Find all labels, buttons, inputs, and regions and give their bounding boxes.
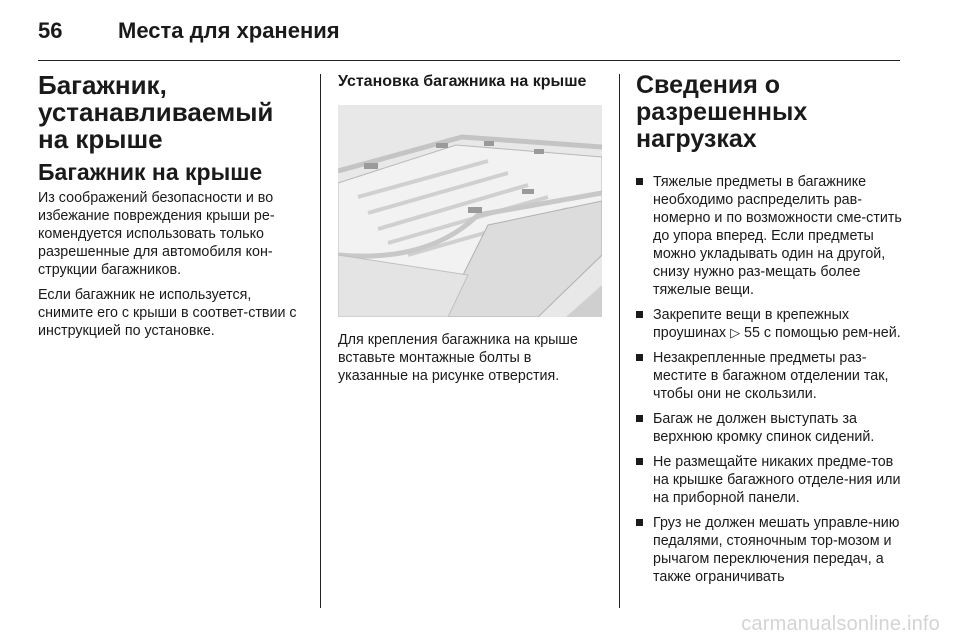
column-1 (38, 72, 308, 347)
watermark: carmanualsonline.info (741, 613, 940, 635)
column-divider-1 (320, 74, 321, 608)
roof-rack-heading: Багажник, устанавливаемый на крыше (38, 70, 274, 154)
list-item: Не размещайте никаких предме-тов на крышке багажного отделе-ния или на приборной панели. (636, 453, 908, 507)
list-item: Незакрепленные предметы раз-местите в багажном отделении так, чтобы они не скользили. (636, 349, 908, 403)
square-bullet-icon (636, 415, 643, 422)
installation-caption: Для крепления багажника на крыше вставьте монтажные болты в указанные на рисунке отверстия. (338, 332, 578, 384)
installation-heading: Установка багажника на крыше (338, 73, 587, 90)
section-title: Места для хранения (118, 18, 340, 43)
removal-paragraph: Если багажник не используется, снимите его с крыши в соответ-ствии с инструкцией по установке. (38, 287, 297, 339)
square-bullet-icon (636, 354, 643, 361)
column-3 (636, 72, 908, 593)
safety-paragraph: Из соображений безопасности и во избежание повреждения крыши ре-комендуется использовать только разрешенные для автомобиля кон-струкции багажников. (38, 190, 275, 278)
header-rule (38, 60, 900, 61)
list-item: Багаж не должен выступать за верхнюю кромку спинок сидений. (636, 410, 908, 446)
square-bullet-icon (636, 519, 643, 526)
roof-rack-subheading: Багажник на крыше (38, 159, 263, 185)
list-item: Груз не должен мешать управле-нию педалями, стояночным тор-мозом и рычагом переключения передач, а также ограничивать (636, 514, 908, 586)
square-bullet-icon (636, 178, 643, 185)
square-bullet-icon (636, 458, 643, 465)
load-rules-list (636, 173, 908, 586)
page-header (0, 0, 960, 60)
page-number: 56 (38, 18, 63, 43)
column-2 (338, 72, 602, 385)
column-divider-2 (619, 74, 620, 608)
square-bullet-icon (636, 311, 643, 318)
van-roof-illustration (338, 105, 602, 317)
roof-rack-figure (338, 105, 602, 317)
list-item: Тяжелые предметы в багажнике необходимо распределить рав-номерно и по возможности сме-стить до упора вперед. Если предметы можно укладывать один на другой, снизу нужно раз-мещать более тяжелые вещи. (636, 173, 908, 299)
page-ref-icon[interactable]: ▷ (730, 325, 741, 340)
list-item: Закрепите вещи в крепежных проушинах ▷ 55 с помощью рем-ней. (636, 306, 908, 342)
load-info-heading: Сведения о разрешенных нагрузках (636, 71, 808, 153)
